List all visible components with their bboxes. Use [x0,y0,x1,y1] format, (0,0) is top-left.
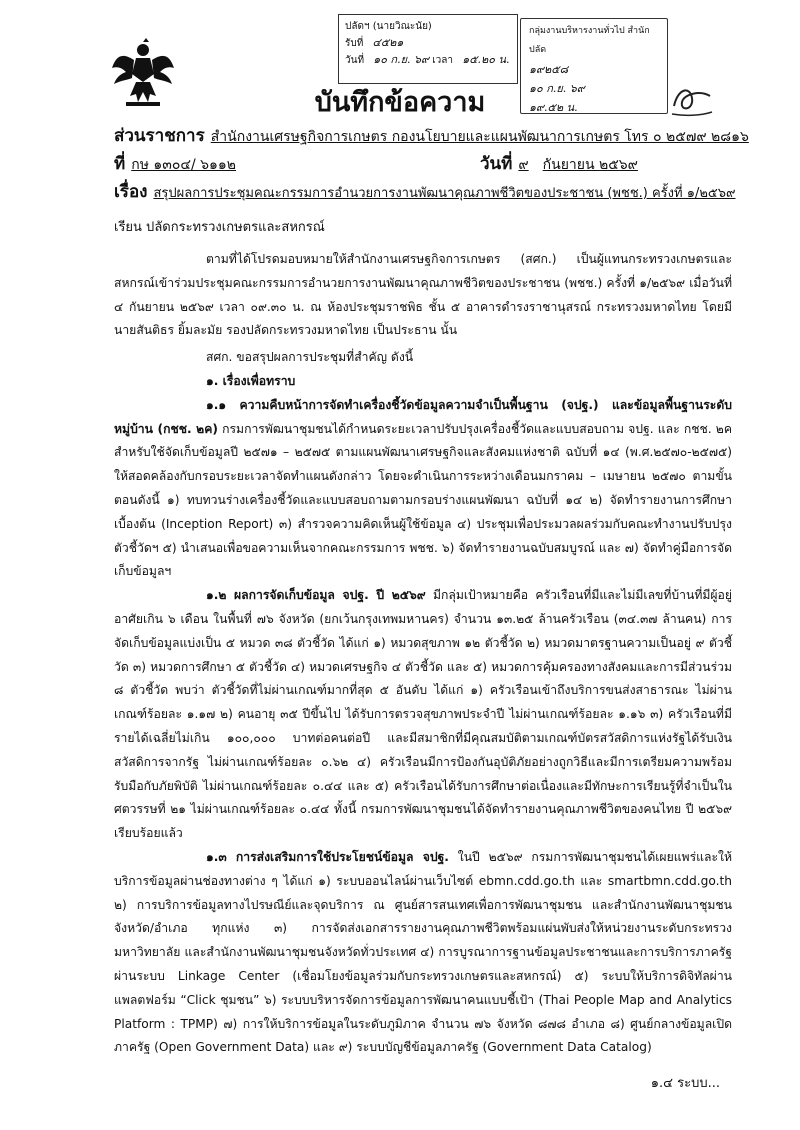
registry-stamp-date: ๑๐ ก.ย. ๖๙ [529,82,585,95]
paragraph-1-2 [114,584,732,846]
agency-label: ส่วนราชการ [114,126,205,146]
registry-stamp-time: ๑๙.๕๒ น. [529,101,578,114]
memo-body [114,248,732,1060]
registry-stamp-header: กลุ่มงานบริหารงานทั่วไป สำนักปลัด [529,26,650,55]
stamp-value-time: ๑๕.๒๐ น. [462,53,510,66]
stamp-value-date: ๑๐ ก.ย. ๖๙ [373,53,430,66]
subject-line [114,182,736,204]
date-label: วันที่ [480,154,513,174]
stamp-value-number: ๔๕๒๑ [372,36,404,49]
date-line [480,154,638,175]
paragraph-1-2-title: ๑.๒ ผลการจัดเก็บข้อมูล จปฐ. ปี ๒๕๖๙ [206,588,426,603]
continuation-marker: ๑.๔ ระบบ... [650,1076,720,1091]
paragraph-1-1-body: กรมการพัฒนาชุมชนได้กำหนดระยะเวลาปรับปรุงเครื่องชี้วัดและแบบสอบถาม จปฐ. และ กชช. ๒ค สำหรับใช้จัดเก็บข้อมูลปี ๒๕๗๑ – ๒๕๗๕ ตามแผนพัฒนาเศรษฐกิจและสังคมแห่งชาติ ฉบับที่ ๑๔ (พ.ศ.๒๕๗๐-๒๕๗๕) ให้สอดคล้องกับกรอบระยะเวลาจัดทำแผนดังกล่าว โดยจะดำเนินการระหว่างเดือนมกราคม – เมษายน ๒๕๗๐ ตามขั้นตอนดังนี้ ๑) ทบทวนร่างเครื่องชี้วัดและแบบสอบถามตามกรอบร่างแผนพัฒนา ฉบับที่ ๑๔ ๒) จัดทำรายงานการศึกษาเบื้องต้น (Inception Report) ๓) สำรวจความคิดเห็นผู้ใช้ข้อมูล ๔) ประชุมเพื่อประมวลผลร่วมกับคณะทำงานปรับปรุงตัวชี้วัดฯ ๕) นำเสนอเพื่อขอความเห็นจากคณะกรรมการ พชช. ๖) จัดทำรายงานฉบับสมบูรณ์ และ ๗) จัดทำคู่มือการจัดเก็บข้อมูลฯ [114,421,732,579]
salutation: เรียน ปลัดกระทรวงเกษตรและสหกรณ์ [114,220,325,235]
doc-number-value: กษ ๑๓๐๔/ ๖๑๑๒ [131,157,237,173]
paragraph-1-3 [114,846,732,1060]
paragraph-1-1-title: ๑.๑ ความคืบหน้าการจัดทำเครื่องชี้วัดข้อมูลความจำเป็นพื้นฐาน (จปฐ.) และข้อมูลพื้นฐานระดับหมู่บ้าน (กชช. ๒ค) [114,397,732,436]
paragraph-1-2-body: มีกลุ่มเป้าหมายคือ ครัวเรือนที่มีและไม่มีเลขที่บ้านที่มีผู้อยู่อาศัยเกิน ๖ เดือน ในพื้นที่ ๗๖ จังหวัด (ยกเว้นกรุงเทพมหานคร) จำนวน ๑๓.๒๕ ล้านครัวเรือน (๓๔.๓๗ ล้านคน) การจัดเก็บข้อมูลแบ่งเป็น ๕ หมวด ๓๘ ตัวชี้วัด ได้แก่ ๑) หมวดสุขภาพ ๑๒ ตัวชี้วัด ๒) หมวดมาตรฐานความเป็นอยู่ ๙ ตัวชี้วัด ๓) หมวดการศึกษา ๕ ตัวชี้วัด ๔) หมวดเศรษฐกิจ ๔ ตัวชี้วัด และ ๕) หมวดการคุ้มครองทางสังคมและการมีส่วนร่วม ๘ ตัวชี้วัด พบว่า ตัวชี้วัดที่ไม่ผ่านเกณฑ์มากที่สุด ๕ อันดับ ได้แก่ ๑) ครัวเรือนเข้าถึงบริการขนส่งสาธารณะ ไม่ผ่านเกณฑ์ร้อยละ ๑.๑๗ ๒) คนอายุ ๓๕ ปีขึ้นไป ได้รับการตรวจสุขภาพประจำปี ไม่ผ่านเกณฑ์ร้อยละ ๑.๑๖ ๓) ครัวเรือนที่มีรายได้เฉลี่ยไม่เกิน ๑๐๐,๐๐๐ บาทต่อคนต่อปี และมีสมาชิกที่มีคุณสมบัติตามเกณฑ์บัตรสวัสดิการแห่งรัฐได้รับเงินสวัสดิการจากรัฐ ไม่ผ่านเกณฑ์ร้อยละ ๐.๖๒ ๔) ครัวเรือนมีการป้องกันอุบัติภัยอย่างถูกวิธีและมีการเตรียมความพร้อมรับมือกับภัยพิบัติ ไม่ผ่านเกณฑ์ร้อยละ ๐.๔๔ และ ๕) ครัวเรือนได้รับการศึกษาต่อเนื่องและมีทักษะการเรียนรู้ที่จำเป็นในศตวรรษที่ ๒๑ ไม่ผ่านเกณฑ์ร้อยละ ๐.๔๔ ทั้งนี้ กรมการพัฒนาชุมชนได้จัดทำรายงานคุณภาพชีวิตของคนไทย ปี ๒๕๖๙ เรียบร้อยแล้ว [114,588,732,841]
subject-value: สรุปผลการประชุมคณะกรรมการอำนวยการงานพัฒนาคุณภาพชีวิตของประชาชน (พชช.) ครั้งที่ ๑/๒๕๖๙ [153,186,736,201]
doc-number-line [114,154,236,175]
stamp-label-date: วันที่ [345,55,365,66]
paragraph-1-3-body: ในปี ๒๕๖๙ กรมการพัฒนาชุมชนได้เผยแพร่และให้บริการข้อมูลผ่านช่องทางต่าง ๆ ได้แก่ ๑) ระบบออนไลน์ผ่านเว็บไซต์ ebmn.cdd.go.th และ smartbmn.cdd.go.th ๒) การบริการข้อมูลทางไปรษณีย์และจุดบริการ ณ ศูนย์สารสนเทศเพื่อการพัฒนาชุมชน และสำนักงานพัฒนาชุมชนจังหวัด/อำเภอ ทุกแห่ง ๓) การจัดส่งเอกสารรายงานคุณภาพชีวิตพร้อมแผ่นพับส่งให้หน่วยงานระดับกระทรวง มหาวิทยาลัย และสำนักงานพัฒนาชุมชนจังหวัดทั่วประเทศ ๔) การบูรณาการฐานข้อมูลประชาชนและการบริการภาครัฐผ่านระบบ Linkage Center (เชื่อมโยงข้อมูลร่วมกับกระทรวงเกษตรและสหกรณ์) ๕) ระบบให้บริการดิจิทัลผ่านแพลตฟอร์ม “Click ชุมชน” ๖) ระบบบริหารจัดการข้อมูลการพัฒนาคนแบบชี้เป้า (Thai People Map and Analytics Platform : TPMP) ๗) การให้บริการข้อมูลในระดับภูมิภาค จำนวน ๗๖ จังหวัด ๘๗๘ อำเภอ ๘) ศูนย์กลางข้อมูลเปิดภาครัฐ (Open Government Data) และ ๙) ระบบบัญชีข้อมูลภาครัฐ (Government Data Catalog) [114,849,732,1055]
doc-number-label: ที่ [114,154,126,174]
stamp-label-number: รับที่ [345,38,364,49]
agency-value: สำนักงานเศรษฐกิจการเกษตร กองนโยบายและแผนพัฒนาการเกษตร โทร ๐ ๒๕๗๙ ๒๘๑๖ [210,129,749,145]
date-month-year: กันยายน ๒๕๖๙ [542,157,638,173]
stamp-label-time: เวลา [432,55,454,66]
paragraph-1-1 [114,394,732,584]
summary-line: สศก. ขอสรุปผลการประชุมที่สำคัญ ดังนี้ [206,350,414,365]
date-day: ๙ [518,157,529,173]
registry-stamp-number: ๑๙๒๕๘ [529,63,569,76]
paragraph-1-3-title: ๑.๓ การส่งเสริมการใช้ประโยชน์ข้อมูล จปฐ. [206,849,449,864]
section-1-heading: ๑. เรื่องเพื่อทราบ [206,373,296,388]
document-title: บันทึกข้อความ [314,87,486,118]
subject-label: เรื่อง [114,182,148,202]
stamp-line-office: ปลัดฯ (นายวิณะนัย) [345,21,432,32]
receipt-stamp [338,14,518,84]
intro-paragraph: ตามที่ได้โปรดมอบหมายให้สำนักงานเศรษฐกิจการเกษตร (สศก.) เป็นผู้แทนกระทรวงเกษตรและสหกรณ์เข้าร่วมประชุมคณะกรรมการอำนวยการงานพัฒนาคุณภาพชีวิตของประชาชน (พชช.) ครั้งที่ ๑/๒๕๖๙ เมื่อวันที่ ๔ กันยายน ๒๕๖๙ เวลา ๐๙.๓๐ น. ณ ห้องประชุมราชพิธ ชั้น ๕ อาคารดำรงราชานุสรณ์ กระทรวงมหาดไทย โดยมีนายสันติธร ยิ้มละมัย รองปลัดกระทรวงมหาดไทย เป็นประธาน นั้น [114,252,732,338]
agency-line [114,126,749,147]
